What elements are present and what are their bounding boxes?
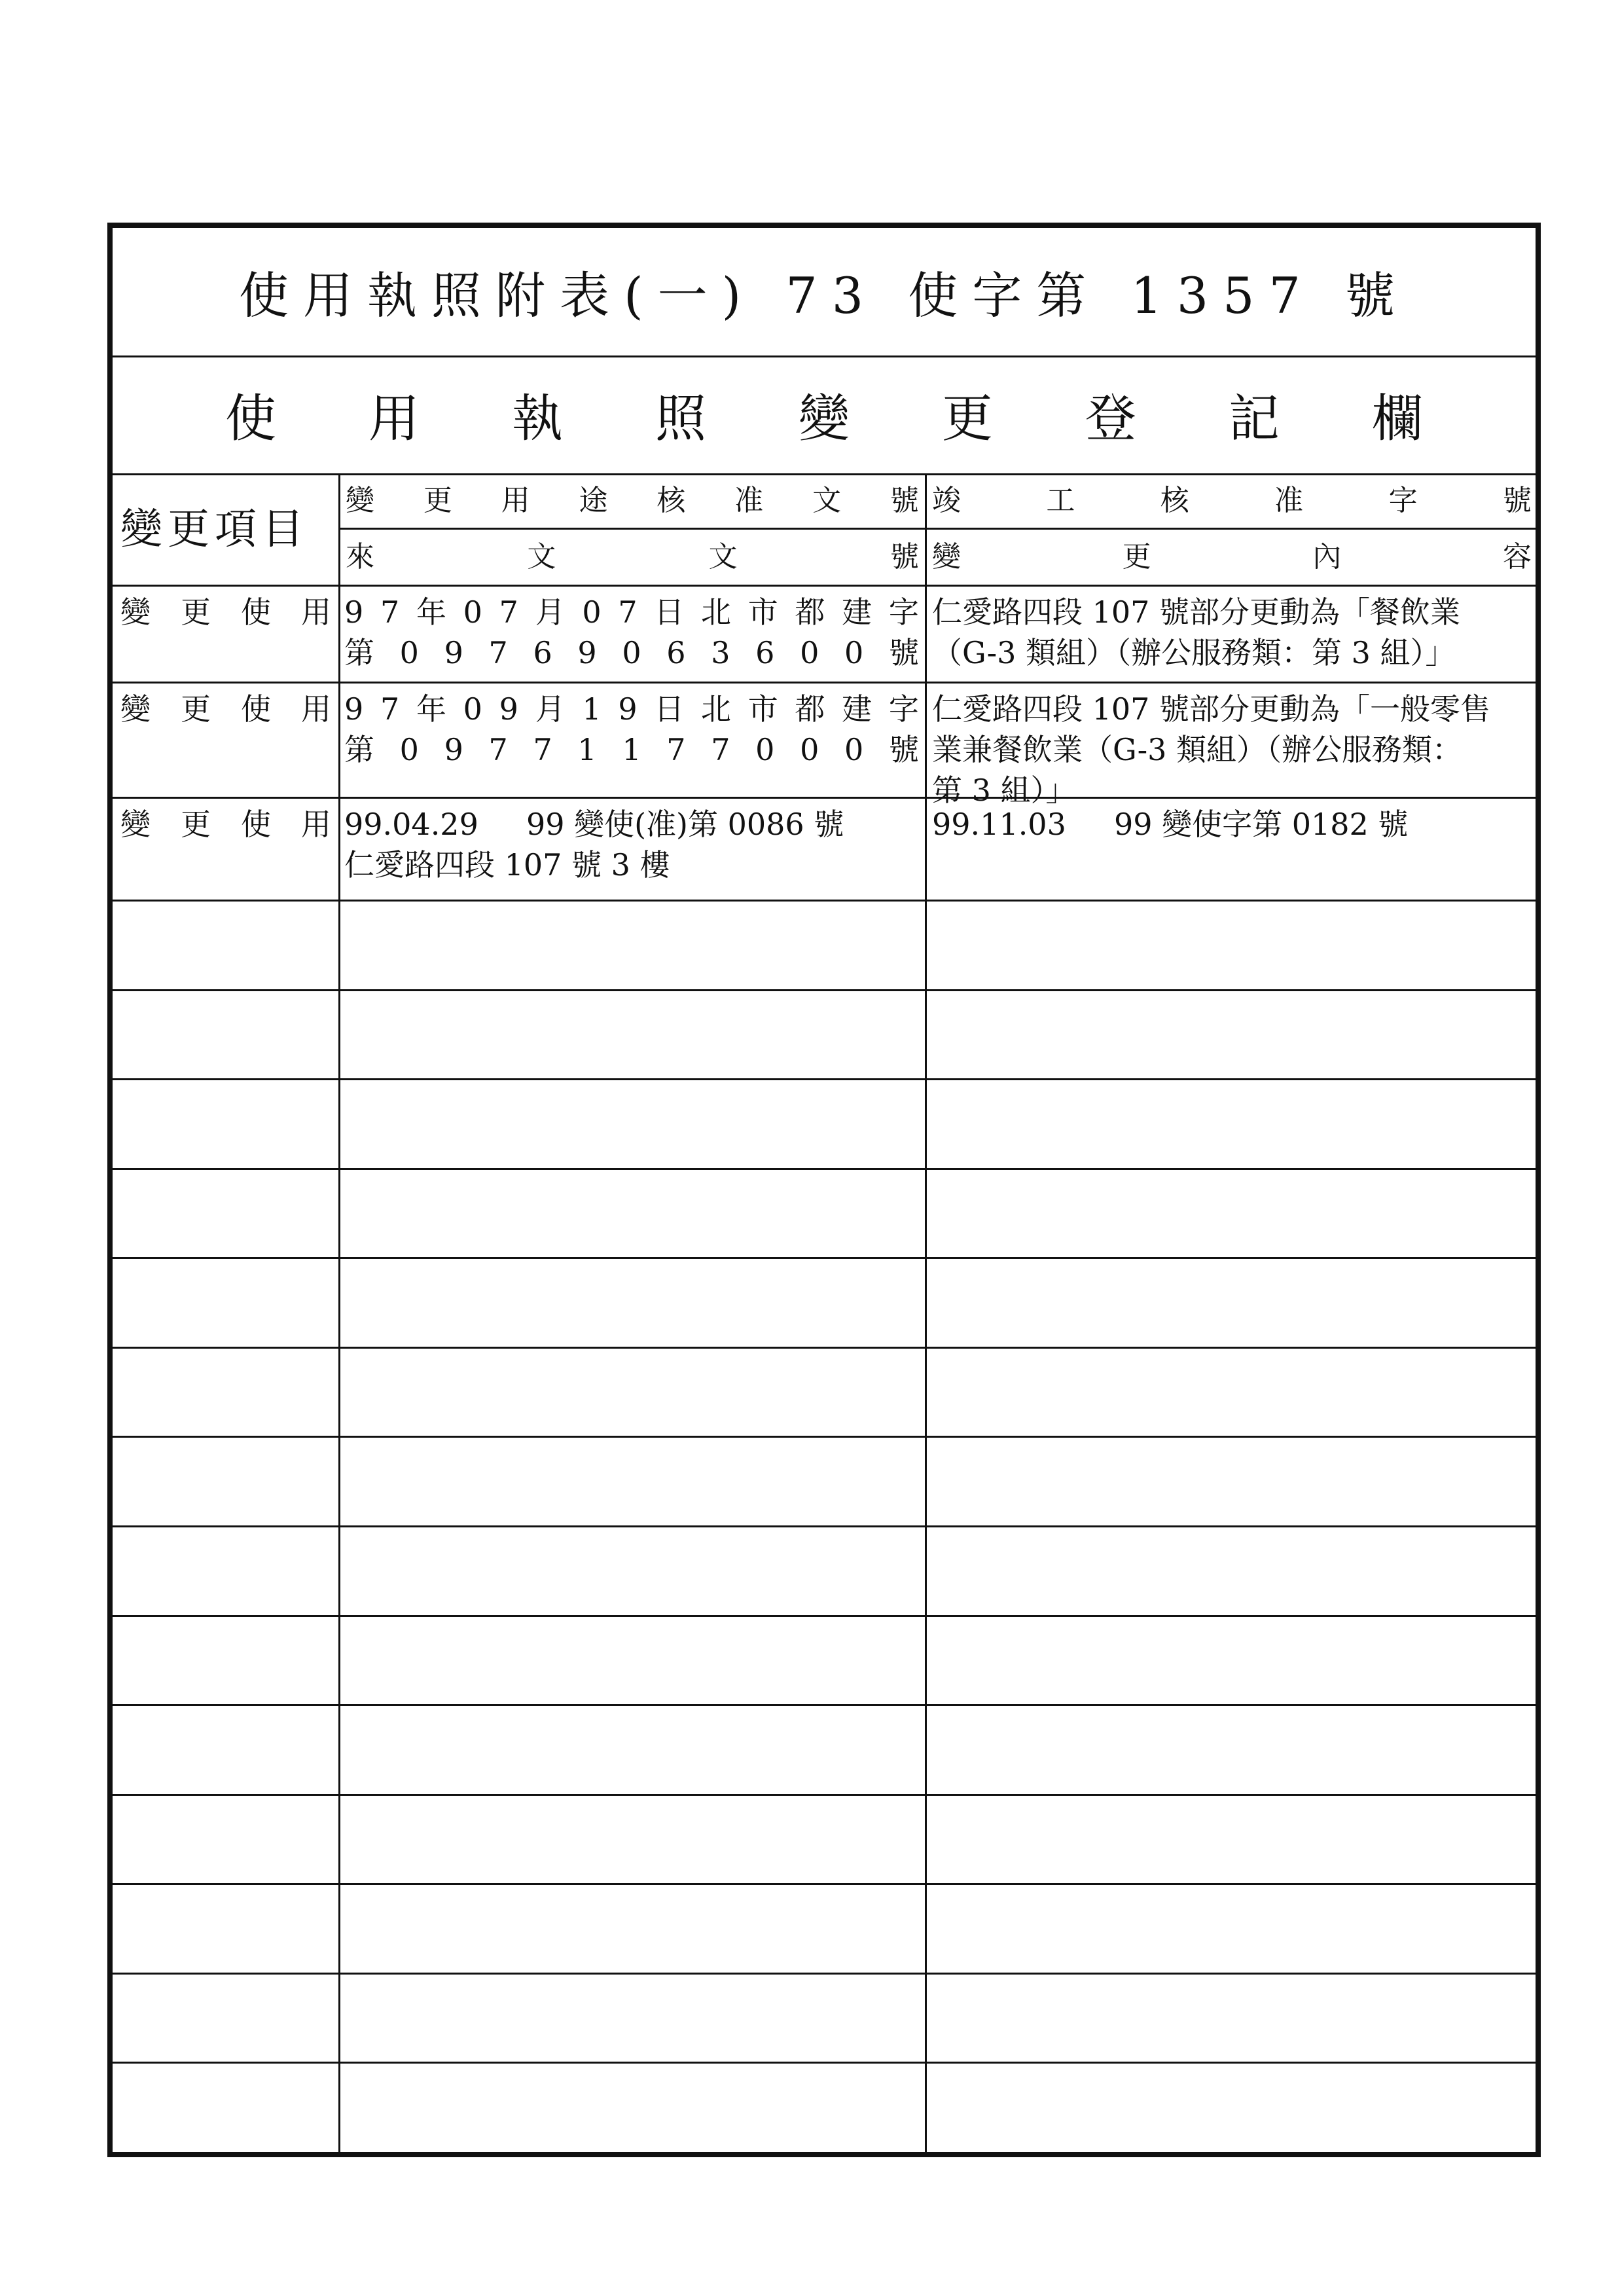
- column-divider-2: [925, 473, 927, 2152]
- doc-char: 市: [747, 691, 778, 727]
- form-subtitle-band: [113, 355, 1536, 475]
- change-content-line: 業兼餐飲業（G-3 類組）（辦公服務類：: [932, 732, 1463, 767]
- change-item-char: 使: [241, 807, 271, 842]
- doc-char: 市: [747, 594, 778, 630]
- change-item-char: 更: [181, 691, 211, 727]
- change-content-line: 仁愛路四段 107 號部分更動為「一般零售: [932, 691, 1491, 727]
- doc-char: 號: [888, 635, 919, 670]
- doc-char: 9: [444, 732, 463, 767]
- doc-char: 第: [344, 635, 374, 670]
- form-subtitle: [225, 378, 1423, 451]
- change-item-char: 變: [120, 594, 151, 630]
- form-title: 使用執照附表(一) 73 使字第 1357 號: [238, 266, 1410, 325]
- subtitle-char: 使: [225, 390, 277, 448]
- doc-char: 7: [499, 594, 518, 630]
- approved-doc-number-header-char: 更: [423, 484, 452, 517]
- doc-char: 第: [344, 732, 374, 767]
- change-content-line: 99.11.03 99 變使字第 0182 號: [932, 807, 1409, 842]
- completion-approval-number-header-char: 工: [1046, 484, 1075, 517]
- doc-char: 7: [488, 732, 508, 767]
- doc-char: 0: [463, 691, 482, 727]
- change-content-header-char: 更: [1122, 539, 1151, 574]
- row-rule: [113, 1436, 1536, 1438]
- row-rule: [113, 682, 1536, 683]
- doc-number-cell: [344, 689, 919, 770]
- doc-char: 號: [888, 732, 919, 767]
- doc-number-line: 99.04.29 99 變使(准)第 0086 號: [344, 807, 844, 842]
- doc-number-line: [344, 729, 919, 770]
- approved-doc-number-header-char: 變: [346, 484, 374, 517]
- row-rule: [113, 1704, 1536, 1706]
- doc-number-line: 仁愛路四段 107 號 3 樓: [344, 847, 670, 883]
- change-content-header: [932, 528, 1532, 585]
- doc-char: 0: [399, 635, 419, 670]
- doc-char: 建: [842, 594, 872, 630]
- doc-char: 字: [888, 594, 919, 630]
- completion-approval-number-header-char: 准: [1274, 484, 1304, 517]
- doc-char: 7: [380, 594, 400, 630]
- change-content-cell: [932, 804, 1532, 845]
- doc-char: 3: [711, 635, 730, 670]
- change-item-char: 使: [241, 691, 271, 727]
- incoming-doc-number-header-char: 文: [708, 539, 738, 574]
- doc-char: 月: [535, 691, 566, 727]
- row-rule: [113, 1257, 1536, 1259]
- doc-char: 9: [618, 691, 638, 727]
- approved-doc-number-header-char: 用: [501, 484, 530, 517]
- approved-doc-number-header: [346, 473, 919, 528]
- row-rule: [113, 989, 1536, 991]
- column-divider-1: [338, 473, 340, 2152]
- completion-approval-number-header-char: 竣: [932, 484, 961, 517]
- row-rule: [113, 900, 1536, 902]
- doc-number-line: [344, 632, 919, 673]
- doc-char: 北: [701, 691, 732, 727]
- doc-char: 0: [844, 732, 864, 767]
- doc-char: 字: [888, 691, 919, 727]
- completion-approval-number-header-char: 核: [1160, 484, 1189, 517]
- change-item-char: 用: [301, 691, 331, 727]
- doc-char: 7: [380, 691, 400, 727]
- change-item-char: 變: [120, 807, 151, 842]
- approved-doc-number-header-char: 號: [890, 484, 919, 517]
- doc-char: 北: [701, 594, 732, 630]
- completion-approval-number-header-char: 號: [1502, 484, 1532, 517]
- row-rule: [113, 1883, 1536, 1885]
- row-rule: [113, 1615, 1536, 1617]
- doc-char: 7: [711, 732, 730, 767]
- change-item-header: 變更項目: [120, 505, 309, 554]
- doc-number-cell: [344, 804, 919, 885]
- doc-char: 9: [344, 594, 364, 630]
- doc-number-cell: [344, 592, 919, 673]
- change-content-cell: [932, 689, 1532, 811]
- subtitle-char: 變: [798, 390, 850, 448]
- change-content-cell: [932, 592, 1532, 673]
- doc-number-line: [344, 592, 919, 632]
- usage-permit-appendix-form: [107, 223, 1541, 2157]
- incoming-doc-number-header-char: 號: [890, 539, 919, 574]
- change-content-header-char: 變: [932, 539, 961, 574]
- doc-char: 月: [535, 594, 566, 630]
- change-item-cell: [120, 592, 331, 632]
- doc-char: 0: [582, 594, 602, 630]
- doc-char: 9: [444, 635, 463, 670]
- change-item-cell: [120, 804, 331, 845]
- subtitle-char: 照: [655, 390, 706, 448]
- completion-approval-number-header-char: 字: [1388, 484, 1418, 517]
- change-content-header-char: 容: [1502, 539, 1532, 574]
- change-content-line: 第 3 組）」: [932, 773, 1076, 808]
- doc-char: 日: [654, 691, 685, 727]
- change-item-char: 更: [181, 594, 211, 630]
- change-content-header-char: 內: [1312, 539, 1342, 574]
- change-item-char: 使: [241, 594, 271, 630]
- doc-char: 0: [622, 635, 641, 670]
- approved-doc-number-header-char: 文: [812, 484, 842, 517]
- doc-char: 0: [800, 635, 819, 670]
- change-item-cell: [120, 689, 331, 729]
- incoming-doc-number-header: [346, 528, 919, 585]
- subtitle-char: 更: [941, 390, 993, 448]
- doc-char: 6: [533, 635, 552, 670]
- row-rule: [113, 1347, 1536, 1349]
- row-rule: [113, 1794, 1536, 1796]
- change-item-char: 用: [301, 594, 331, 630]
- doc-char: 7: [618, 594, 638, 630]
- approved-doc-number-header-char: 准: [734, 484, 764, 517]
- completion-approval-number-header: [932, 473, 1532, 528]
- doc-char: 9: [577, 635, 597, 670]
- subtitle-char: 執: [511, 390, 563, 448]
- doc-char: 7: [533, 732, 552, 767]
- doc-char: 9: [499, 691, 518, 727]
- row-rule: [113, 2062, 1536, 2064]
- row-rule: [113, 1973, 1536, 1975]
- doc-char: 年: [416, 594, 446, 630]
- doc-char: 0: [463, 594, 482, 630]
- approved-doc-number-header-char: 途: [579, 484, 608, 517]
- change-item-char: 更: [181, 807, 211, 842]
- doc-char: 0: [844, 635, 864, 670]
- doc-char: 1: [577, 732, 597, 767]
- change-content-line: 仁愛路四段 107 號部分更動為「餐飲業: [932, 594, 1461, 630]
- doc-char: 都: [795, 691, 825, 727]
- doc-char: 建: [842, 691, 872, 727]
- doc-char: 9: [344, 691, 364, 727]
- doc-char: 7: [488, 635, 508, 670]
- incoming-doc-number-header-char: 文: [527, 539, 556, 574]
- subtitle-char: 欄: [1371, 390, 1423, 448]
- doc-char: 1: [622, 732, 641, 767]
- row-rule: [113, 1078, 1536, 1080]
- incoming-doc-number-header-char: 來: [346, 539, 374, 574]
- doc-number-line: [344, 689, 919, 729]
- form-title-band: [113, 228, 1536, 357]
- doc-char: 1: [582, 691, 602, 727]
- change-item-char: 用: [301, 807, 331, 842]
- subtitle-char: 用: [368, 390, 420, 448]
- row-rule: [113, 1168, 1536, 1170]
- change-item-char: 變: [120, 691, 151, 727]
- subtitle-char: 登: [1085, 390, 1136, 448]
- doc-char: 都: [795, 594, 825, 630]
- doc-char: 0: [755, 732, 775, 767]
- doc-char: 年: [416, 691, 446, 727]
- doc-char: 6: [666, 635, 686, 670]
- change-content-line: （G-3 類組）（辦公服務類：第 3 組）」: [932, 635, 1456, 670]
- approved-doc-number-header-char: 核: [656, 484, 686, 517]
- doc-char: 日: [654, 594, 685, 630]
- doc-char: 7: [666, 732, 686, 767]
- doc-char: 0: [800, 732, 819, 767]
- doc-char: 6: [755, 635, 775, 670]
- row-rule: [113, 1525, 1536, 1527]
- subtitle-char: 記: [1228, 390, 1280, 448]
- doc-char: 0: [399, 732, 419, 767]
